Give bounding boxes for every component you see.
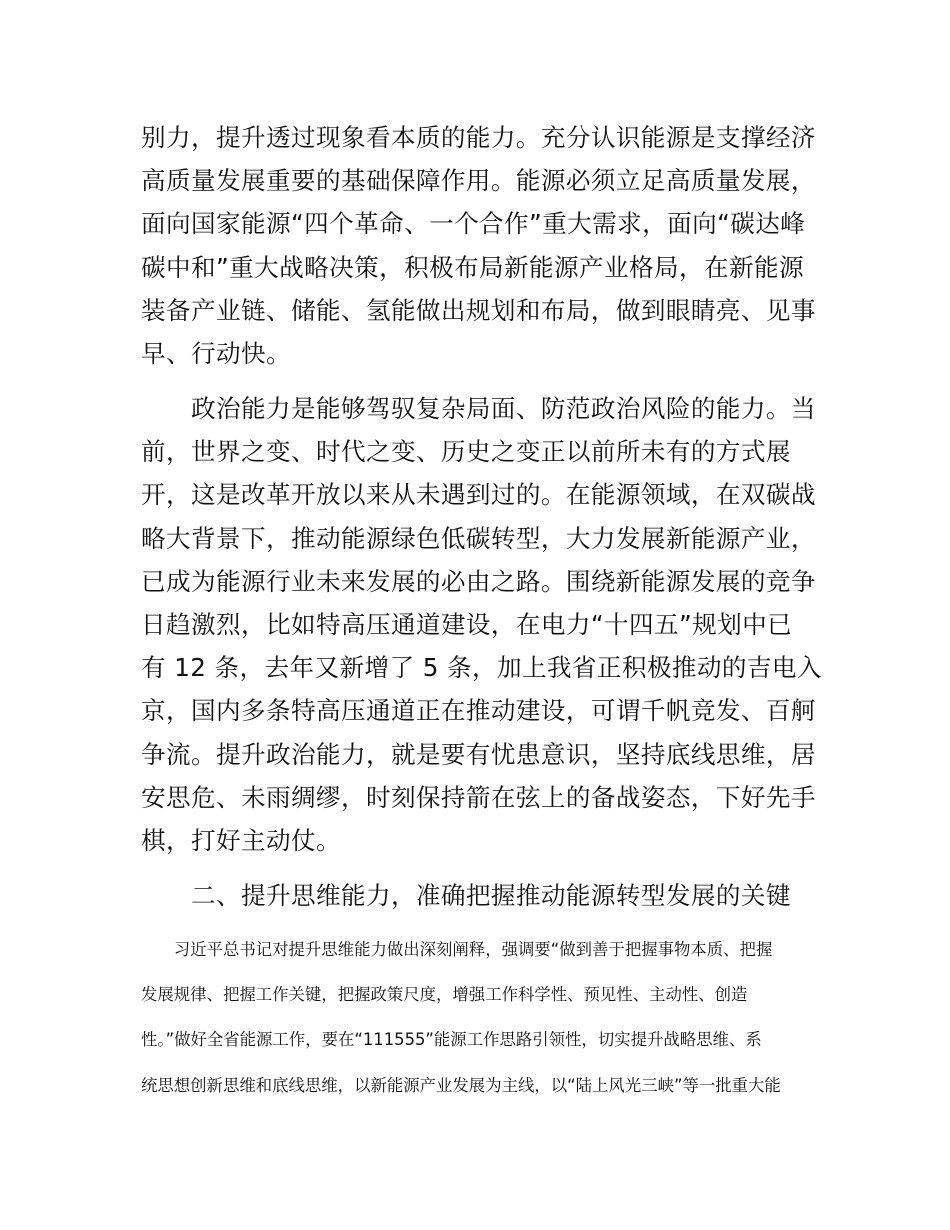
section-heading <box>141 874 791 917</box>
paragraph-2-line: 棋，打好主动仗。 <box>141 826 341 856</box>
paragraph-2-line: 前，世界之变、时代之变、历史之变正以前所未有的方式展 <box>141 437 791 467</box>
paragraph-1 <box>141 116 816 375</box>
section-heading-text: 二、提升思维能力，准确把握推动能源转型发展的关键 <box>141 881 791 910</box>
paragraph-2 <box>141 387 822 862</box>
paragraph-2-line: 略大背景下，推动能源绿色低碳转型，大力发展新能源产业， <box>141 523 816 553</box>
paragraph-2-line: 有 12 条，去年又新增了 5 条，加上我省正积极推动的吉电入 <box>141 653 822 683</box>
paragraph-1-line: 碳中和”重大战略决策，积极布局新能源产业格局，在新能源 <box>141 252 804 282</box>
paragraph-2-line: 京，国内多条特高压通道正在推动建设，可谓千帆竞发、百舸 <box>141 696 816 726</box>
paragraph-3-line: 统思想创新思维和底线思维，以新能源产业发展为主线，以“陆上风光三峡”等一批重大能 <box>141 1075 781 1095</box>
paragraph-3-line: 习近平总书记对提升思维能力做出深刻阐释，强调要“做到善于把握事物本质、把握 <box>141 940 773 959</box>
paragraph-3-line: 性。”做好全省能源工作，要在“111555”能源工作思路引领性，切实提升战略思维、系 <box>141 1030 762 1050</box>
paragraph-2-line: 政治能力是能够驾驭复杂局面、防范政治风险的能力。当 <box>141 394 816 423</box>
paragraph-3 <box>141 927 781 1108</box>
paragraph-1-line: 装备产业链、储能、氢能做出规划和布局，做到眼睛亮、见事 <box>141 295 816 325</box>
paragraph-1-line: 别力，提升透过现象看本质的能力。充分认识能源是支撑经济 <box>141 123 816 152</box>
paragraph-1-line: 面向国家能源“四个革命、一个合作”重大需求，面向“碳达峰 <box>141 209 806 239</box>
paragraph-1-line: 高质量发展重要的基础保障作用。能源必须立足高质量发展， <box>141 166 816 196</box>
paragraph-2-line: 开，这是改革开放以来从未遇到过的。在能源领域，在双碳战 <box>141 480 816 510</box>
paragraph-1-line: 早、行动快。 <box>141 339 291 369</box>
paragraph-2-line: 日趋激烈，比如特高压通道建设，在电力“十四五”规划中已 <box>141 610 793 640</box>
paragraph-2-line: 安思危、未雨绸缪，时刻保持箭在弦上的备战姿态，下好先手 <box>141 782 816 812</box>
paragraph-2-line: 已成为能源行业未来发展的必由之路。围绕新能源发展的竞争 <box>141 566 816 596</box>
paragraph-3-line: 发展规律、把握工作关键，把握政策尺度，增强工作科学性、预见性、主动性、创造 <box>141 985 748 1005</box>
paragraph-2-line: 争流。提升政治能力，就是要有忧患意识，坚持底线思维，居 <box>141 739 816 769</box>
